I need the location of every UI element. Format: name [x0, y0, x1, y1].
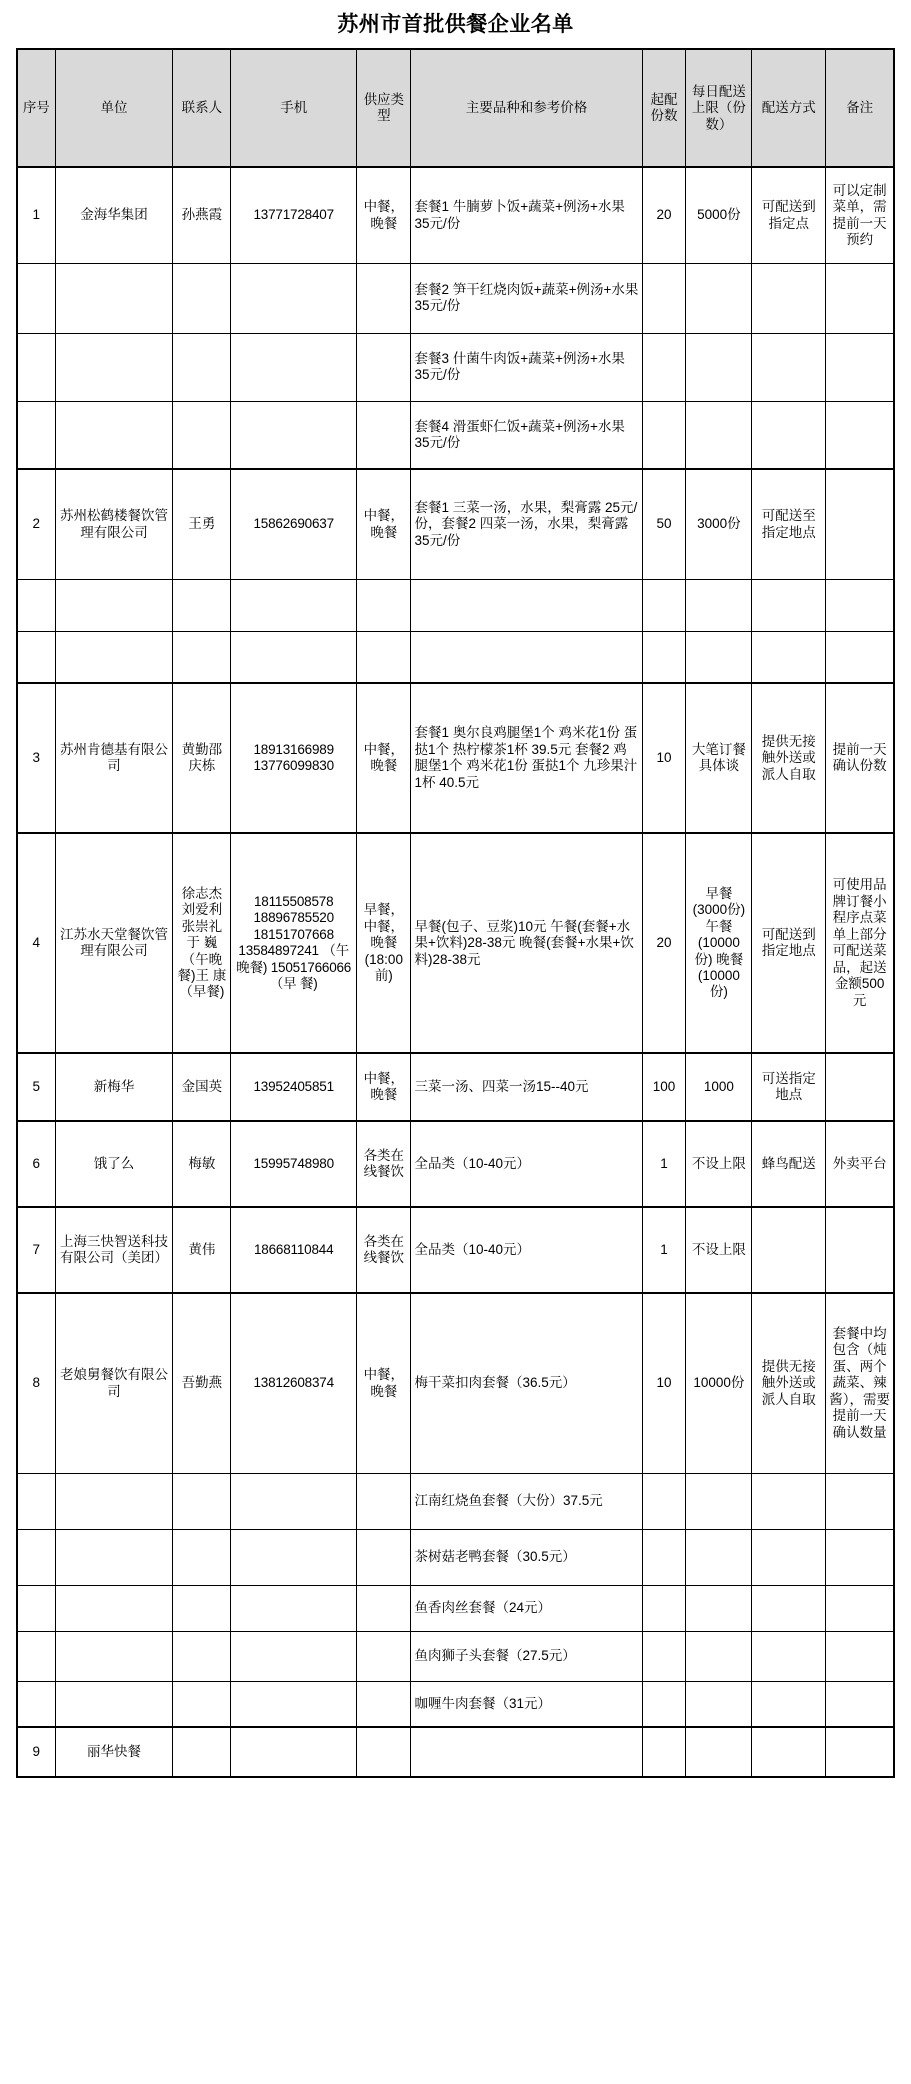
row-cell-type: [357, 1529, 411, 1585]
row-cell-unit: 金海华集团: [55, 167, 173, 263]
row-cell-items: 套餐1 三菜一汤，水果，梨膏露 25元/份，套餐2 四菜一汤，水果，梨膏露 35元/份: [411, 469, 642, 579]
row-cell-deliv: [752, 333, 826, 401]
table-row: [17, 469, 894, 579]
row-cell-type: [357, 401, 411, 469]
column-header-min: 起配份数: [642, 49, 686, 167]
row-cell-seq: 8: [17, 1293, 55, 1473]
row-cell-seq: [17, 263, 55, 333]
row-cell-items: [411, 631, 642, 683]
row-cell-items: 套餐3 什菌牛肉饭+蔬菜+例汤+水果 35元/份: [411, 333, 642, 401]
row-cell-deliv: [752, 1529, 826, 1585]
row-cell-contact: [173, 579, 231, 631]
row-cell-deliv: [752, 401, 826, 469]
table-row: [17, 333, 894, 401]
column-header-cap: 每日配送上限（份数）: [686, 49, 752, 167]
table-row: [17, 1121, 894, 1207]
row-cell-contact: 黄伟: [173, 1207, 231, 1293]
row-cell-min: 100: [642, 1053, 686, 1121]
row-cell-note: [826, 263, 894, 333]
row-cell-deliv: [752, 1585, 826, 1631]
row-cell-cap: [686, 1585, 752, 1631]
row-cell-contact: 黄勤邵庆栋: [173, 683, 231, 833]
row-cell-seq: [17, 1681, 55, 1727]
row-cell-phone: [231, 1727, 357, 1777]
row-cell-phone: 18913166989 13776099830: [231, 683, 357, 833]
row-cell-unit: 新梅华: [55, 1053, 173, 1121]
row-cell-items: [411, 1727, 642, 1777]
row-cell-deliv: 可送指定地点: [752, 1053, 826, 1121]
row-cell-deliv: [752, 1207, 826, 1293]
row-cell-type: [357, 1631, 411, 1681]
row-cell-items: [411, 579, 642, 631]
row-cell-unit: 苏州松鹤楼餐饮管理有限公司: [55, 469, 173, 579]
row-cell-note: [826, 333, 894, 401]
row-cell-cap: [686, 1727, 752, 1777]
row-cell-contact: [173, 1529, 231, 1585]
row-cell-cap: [686, 1473, 752, 1529]
column-header-note: 备注: [826, 49, 894, 167]
row-cell-phone: 13812608374: [231, 1293, 357, 1473]
row-cell-phone: [231, 1681, 357, 1727]
row-cell-cap: [686, 1631, 752, 1681]
table-row: [17, 1585, 894, 1631]
row-cell-deliv: 可配送至指定地点: [752, 469, 826, 579]
row-cell-contact: [173, 263, 231, 333]
row-cell-type: [357, 631, 411, 683]
column-header-phone: 手机: [231, 49, 357, 167]
row-cell-note: [826, 1207, 894, 1293]
row-cell-min: 50: [642, 469, 686, 579]
row-cell-phone: [231, 1631, 357, 1681]
row-cell-min: [642, 263, 686, 333]
row-cell-phone: 15995748980: [231, 1121, 357, 1207]
row-cell-unit: 饿了么: [55, 1121, 173, 1207]
row-cell-deliv: 提供无接触外送或派人自取: [752, 683, 826, 833]
row-cell-items: 茶树菇老鸭套餐（30.5元）: [411, 1529, 642, 1585]
table-row: [17, 1207, 894, 1293]
row-cell-seq: 5: [17, 1053, 55, 1121]
row-cell-min: [642, 1473, 686, 1529]
row-cell-seq: 2: [17, 469, 55, 579]
row-cell-items: 三菜一汤、四菜一汤15--40元: [411, 1053, 642, 1121]
table-container: [0, 48, 911, 1778]
row-cell-min: [642, 1681, 686, 1727]
row-cell-unit: [55, 263, 173, 333]
row-cell-deliv: [752, 631, 826, 683]
row-cell-note: [826, 401, 894, 469]
row-cell-phone: [231, 1529, 357, 1585]
row-cell-note: [826, 1585, 894, 1631]
row-cell-note: [826, 1681, 894, 1727]
column-header-items: 主要品种和参考价格: [411, 49, 642, 167]
row-cell-deliv: 蜂鸟配送: [752, 1121, 826, 1207]
row-cell-seq: 4: [17, 833, 55, 1053]
row-cell-seq: [17, 401, 55, 469]
row-cell-cap: 5000份: [686, 167, 752, 263]
row-cell-min: [642, 333, 686, 401]
row-cell-unit: 老娘舅餐饮有限公司: [55, 1293, 173, 1473]
row-cell-items: 鱼香肉丝套餐（24元）: [411, 1585, 642, 1631]
row-cell-note: [826, 1529, 894, 1585]
row-cell-seq: [17, 1585, 55, 1631]
row-cell-phone: [231, 631, 357, 683]
row-cell-cap: [686, 1681, 752, 1727]
row-cell-phone: 18115508578 18896785520 18151707668 13584897241 （午晚餐) 15051766066 （早 餐): [231, 833, 357, 1053]
row-cell-type: 中餐，晚餐: [357, 683, 411, 833]
column-header-deliv: 配送方式: [752, 49, 826, 167]
row-cell-unit: [55, 401, 173, 469]
row-cell-min: [642, 1631, 686, 1681]
row-cell-cap: 不设上限: [686, 1207, 752, 1293]
table-row: [17, 1727, 894, 1777]
row-cell-unit: [55, 333, 173, 401]
row-cell-type: 各类在线餐饮: [357, 1207, 411, 1293]
row-cell-contact: [173, 1585, 231, 1631]
row-cell-deliv: [752, 1631, 826, 1681]
row-cell-min: [642, 1585, 686, 1631]
row-cell-type: [357, 263, 411, 333]
row-cell-items: 全品类（10-40元）: [411, 1207, 642, 1293]
row-cell-cap: [686, 263, 752, 333]
row-cell-note: [826, 1631, 894, 1681]
row-cell-type: 中餐，晚餐: [357, 167, 411, 263]
row-cell-type: [357, 1585, 411, 1631]
row-cell-seq: [17, 1529, 55, 1585]
row-cell-items: 江南红烧鱼套餐（大份）37.5元: [411, 1473, 642, 1529]
row-cell-note: [826, 469, 894, 579]
table-row: [17, 401, 894, 469]
row-cell-seq: [17, 579, 55, 631]
table-row: [17, 1681, 894, 1727]
row-cell-cap: 1000: [686, 1053, 752, 1121]
row-cell-note: 套餐中均包含（炖蛋、两个蔬菜、辣酱），需要提前一天确认数量: [826, 1293, 894, 1473]
row-cell-unit: [55, 1681, 173, 1727]
row-cell-contact: [173, 1727, 231, 1777]
row-cell-phone: [231, 1473, 357, 1529]
row-cell-type: [357, 1473, 411, 1529]
row-cell-min: [642, 1529, 686, 1585]
row-cell-type: [357, 579, 411, 631]
row-cell-type: 早餐，中餐，晚餐 (18:00前): [357, 833, 411, 1053]
table-row: [17, 263, 894, 333]
table-row: [17, 579, 894, 631]
row-cell-note: 外卖平台: [826, 1121, 894, 1207]
row-cell-unit: 苏州肯德基有限公司: [55, 683, 173, 833]
row-cell-deliv: [752, 1727, 826, 1777]
row-cell-items: 全品类（10-40元）: [411, 1121, 642, 1207]
row-cell-seq: [17, 631, 55, 683]
table-header: [17, 49, 894, 167]
row-cell-min: 1: [642, 1207, 686, 1293]
row-cell-note: [826, 1053, 894, 1121]
table-row: [17, 833, 894, 1053]
row-cell-min: 10: [642, 683, 686, 833]
row-cell-phone: [231, 333, 357, 401]
row-cell-seq: 6: [17, 1121, 55, 1207]
table-row: [17, 167, 894, 263]
row-cell-seq: 9: [17, 1727, 55, 1777]
row-cell-phone: 15862690637: [231, 469, 357, 579]
table-row: [17, 1293, 894, 1473]
page-title: 苏州市首批供餐企业名单: [337, 13, 574, 36]
table-row: [17, 1473, 894, 1529]
row-cell-type: 各类在线餐饮: [357, 1121, 411, 1207]
row-cell-contact: 吾勤燕: [173, 1293, 231, 1473]
row-cell-note: 提前一天确认份数: [826, 683, 894, 833]
row-cell-items: 套餐1 牛腩萝卜饭+蔬菜+例汤+水果 35元/份: [411, 167, 642, 263]
row-cell-unit: [55, 1631, 173, 1681]
column-header-type: 供应类型: [357, 49, 411, 167]
row-cell-phone: [231, 401, 357, 469]
row-cell-seq: [17, 333, 55, 401]
row-cell-type: 中餐，晚餐: [357, 469, 411, 579]
row-cell-phone: 13771728407: [231, 167, 357, 263]
row-cell-note: 可以定制菜单，需提前一天预约: [826, 167, 894, 263]
row-cell-cap: [686, 401, 752, 469]
row-cell-phone: [231, 579, 357, 631]
table-row: [17, 1053, 894, 1121]
row-cell-phone: [231, 1585, 357, 1631]
row-cell-items: 套餐2 笋干红烧肉饭+蔬菜+例汤+水果 35元/份: [411, 263, 642, 333]
row-cell-cap: 10000份: [686, 1293, 752, 1473]
row-cell-type: 中餐，晚餐: [357, 1293, 411, 1473]
row-cell-deliv: [752, 579, 826, 631]
row-cell-items: 套餐1 奥尔良鸡腿堡1个 鸡米花1份 蛋挞1个 热柠檬茶1杯 39.5元 套餐2 鸡腿堡1个 鸡米花1份 蛋挞1个 九珍果汁1杯 40.5元: [411, 683, 642, 833]
row-cell-contact: [173, 1473, 231, 1529]
table-row: [17, 1631, 894, 1681]
row-cell-min: 10: [642, 1293, 686, 1473]
row-cell-min: [642, 631, 686, 683]
row-cell-type: [357, 1681, 411, 1727]
row-cell-cap: 大笔订餐具体谈: [686, 683, 752, 833]
row-cell-deliv: 提供无接触外送或派人自取: [752, 1293, 826, 1473]
row-cell-items: 鱼肉狮子头套餐（27.5元）: [411, 1631, 642, 1681]
供餐企业名单-table: [16, 48, 895, 1778]
row-cell-contact: 梅敏: [173, 1121, 231, 1207]
row-cell-unit: [55, 1473, 173, 1529]
row-cell-unit: [55, 631, 173, 683]
row-cell-cap: [686, 631, 752, 683]
row-cell-contact: 孙燕霞: [173, 167, 231, 263]
row-cell-contact: 金国英: [173, 1053, 231, 1121]
row-cell-contact: [173, 1681, 231, 1727]
row-cell-contact: [173, 1631, 231, 1681]
row-cell-cap: [686, 579, 752, 631]
row-cell-min: [642, 401, 686, 469]
row-cell-unit: [55, 1585, 173, 1631]
row-cell-contact: 徐志杰 刘爱利 张崇礼 于 巍（午晚餐)王 康（早餐): [173, 833, 231, 1053]
row-cell-deliv: [752, 1473, 826, 1529]
column-header-seq: 序号: [17, 49, 55, 167]
row-cell-cap: 3000份: [686, 469, 752, 579]
row-cell-seq: 1: [17, 167, 55, 263]
row-cell-seq: [17, 1473, 55, 1529]
column-header-contact: 联系人: [173, 49, 231, 167]
row-cell-note: [826, 1727, 894, 1777]
row-cell-seq: 3: [17, 683, 55, 833]
row-cell-contact: [173, 333, 231, 401]
row-cell-contact: [173, 631, 231, 683]
row-cell-min: 20: [642, 833, 686, 1053]
row-cell-seq: 7: [17, 1207, 55, 1293]
row-cell-type: 中餐，晚餐: [357, 1053, 411, 1121]
row-cell-min: 20: [642, 167, 686, 263]
row-cell-seq: [17, 1631, 55, 1681]
row-cell-min: [642, 579, 686, 631]
row-cell-unit: [55, 1529, 173, 1585]
row-cell-type: [357, 1727, 411, 1777]
row-cell-items: 梅干菜扣肉套餐（36.5元）: [411, 1293, 642, 1473]
row-cell-cap: 不设上限: [686, 1121, 752, 1207]
row-cell-note: 可使用品牌订餐小程序点菜单上部分可配送菜品，起送金额500元: [826, 833, 894, 1053]
row-cell-type: [357, 333, 411, 401]
table-body: [17, 167, 894, 1777]
row-cell-items: 套餐4 滑蛋虾仁饭+蔬菜+例汤+水果 35元/份: [411, 401, 642, 469]
row-cell-deliv: [752, 263, 826, 333]
row-cell-note: [826, 631, 894, 683]
column-header-unit: 单位: [55, 49, 173, 167]
row-cell-cap: 早餐(3000份) 午餐(10000份) 晚餐(10000份): [686, 833, 752, 1053]
row-cell-note: [826, 579, 894, 631]
row-cell-min: 1: [642, 1121, 686, 1207]
row-cell-min: [642, 1727, 686, 1777]
row-cell-cap: [686, 1529, 752, 1585]
row-cell-unit: [55, 579, 173, 631]
row-cell-items: 早餐(包子、豆浆)10元 午餐(套餐+水果+饮料)28-38元 晚餐(套餐+水果+饮料)28-38元: [411, 833, 642, 1053]
row-cell-unit: 上海三快智送科技有限公司（美团）: [55, 1207, 173, 1293]
table-row: [17, 683, 894, 833]
row-cell-contact: [173, 401, 231, 469]
row-cell-deliv: 可配送到指定点: [752, 167, 826, 263]
row-cell-items: 咖喱牛肉套餐（31元）: [411, 1681, 642, 1727]
header-row: [17, 49, 894, 167]
row-cell-phone: 18668110844: [231, 1207, 357, 1293]
row-cell-deliv: 可配送到指定地点: [752, 833, 826, 1053]
row-cell-unit: 丽华快餐: [55, 1727, 173, 1777]
row-cell-note: [826, 1473, 894, 1529]
row-cell-unit: 江苏水天堂餐饮管理有限公司: [55, 833, 173, 1053]
row-cell-phone: 13952405851: [231, 1053, 357, 1121]
row-cell-deliv: [752, 1681, 826, 1727]
table-row: [17, 1529, 894, 1585]
table-row: [17, 631, 894, 683]
row-cell-cap: [686, 333, 752, 401]
row-cell-phone: [231, 263, 357, 333]
row-cell-contact: 王勇: [173, 469, 231, 579]
